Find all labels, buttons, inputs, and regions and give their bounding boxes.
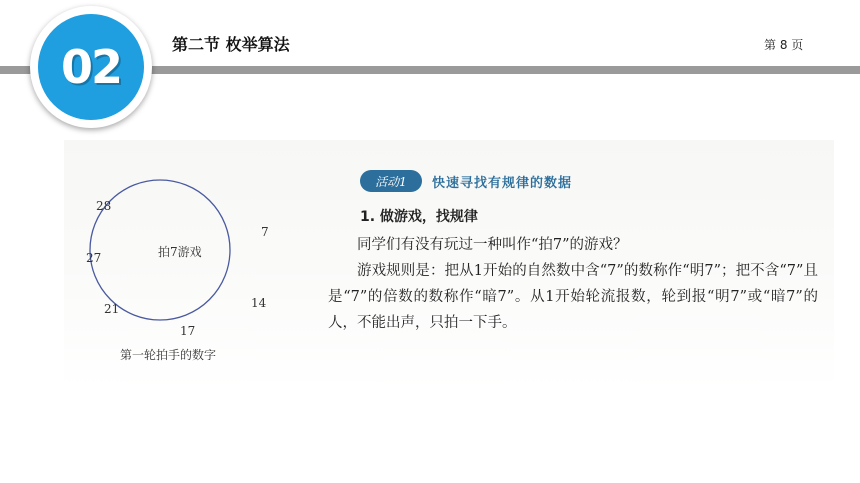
diagram-caption: 第一轮拍手的数字: [120, 348, 217, 362]
page-number: 第 8 页: [764, 38, 804, 52]
intro-paragraph: 同学们有没有玩过一种叫作“拍7”的游戏？: [357, 237, 628, 253]
game-heading: 1. 做游戏，找规律: [360, 209, 478, 225]
circle-number: 17: [180, 324, 196, 338]
section-badge: [30, 6, 152, 128]
clap-diagram: [64, 140, 304, 340]
circle-number: 14: [251, 296, 267, 310]
section-title: 第二节 枚举算法: [172, 35, 290, 54]
section-number: 02: [60, 40, 121, 94]
section-badge-circle: [38, 14, 144, 120]
activity-title: 快速寻找有规律的数据: [432, 176, 573, 191]
circle-number: 7: [261, 225, 269, 239]
rules-paragraph: 游戏规则是：把从1开始的自然数中含“7”的数称作“明7”；把不含“7”且是“7”的倍数的数称作“暗7”。从1开始轮流报数，轮到报“明7”或“暗7”的人，不能出声，只拍一下手。: [328, 263, 818, 331]
circle-number: 28: [96, 199, 112, 213]
circle-number: 21: [104, 302, 120, 316]
circle-center-label: 拍7游戏: [158, 245, 202, 259]
circle-number: 27: [86, 251, 102, 265]
activity-tag: 活动1: [360, 170, 422, 192]
activity-body: [328, 232, 818, 336]
